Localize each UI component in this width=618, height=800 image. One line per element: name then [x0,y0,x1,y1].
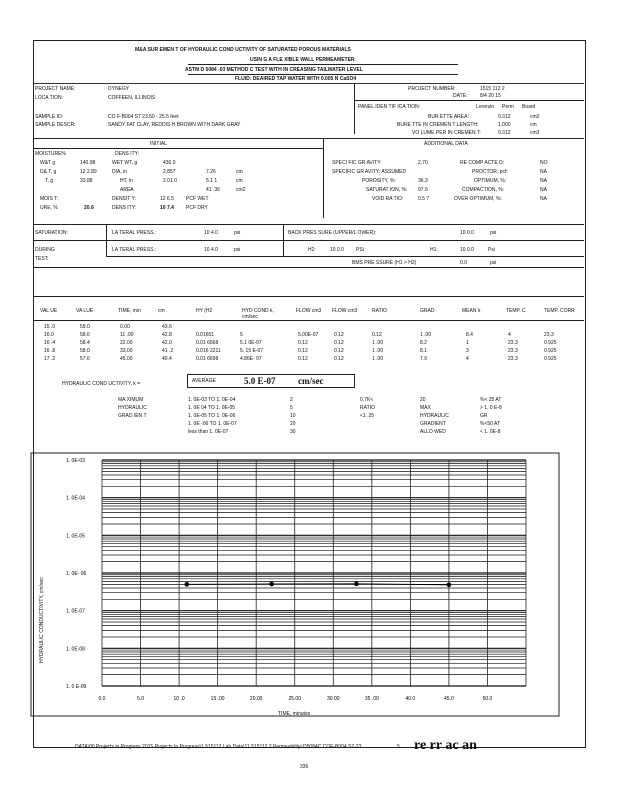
table-cell: 11 .00 [120,332,134,338]
table-cell: 8.1 [420,348,427,354]
during-lateral-value: 10 4.0 [204,247,218,253]
table-cell: 0.925 [544,356,557,362]
saturation-label: SATURATION: [35,230,68,236]
footer-page: 5 [397,744,400,750]
table-header: HYD COND k, cm/sec [242,308,274,320]
moisture-pct-value: 20.6 [84,205,94,211]
report-method: ASTM D 5084 -03 METHOD C TEST WITH IN CREASING TAILWATER LEVEL [185,67,363,73]
additional-label: SPECIFIC GR AVITY: ASSUMED [332,169,407,175]
table-header: TEMP. CORR [544,308,575,314]
criteria-cell: < 1. 0E-8 [480,429,501,435]
burette-length-value: 1.000 [498,122,511,128]
h2-unit: PSi [356,247,364,253]
additional-value: 2.70 [418,160,428,166]
bms-pressure-value: 0.0 [460,260,467,266]
data-point [447,583,452,588]
data-point [269,582,274,587]
criteria-cell: 30 [290,429,296,435]
initial-heading: INITIAL [150,141,167,147]
table-cell: 40.4 [162,356,172,362]
table-header: TIME, min [118,308,141,314]
report-fluid: FLUID: DEAIRED TAP WATER WITH 0.005 N CaSO4 [235,76,357,82]
table-header: FLOW cm3 [296,308,322,314]
x-tick-label: 5.0 [137,696,145,702]
date-value: 8/4 20 15 [480,93,501,99]
burette-area-unit: cm2 [530,114,540,120]
back-pressure-unit: psi [490,230,497,236]
additional-value: 0.5 7 [418,196,430,202]
h2-value: 10 0.0 [330,247,344,253]
initial-value: 41 .36 [206,187,220,193]
data-point [185,582,190,587]
y-tick-label: 1. 0E- 06 [66,571,87,577]
density-label: DENS ITY: [115,151,140,157]
table-cell: 0.12 [298,348,308,354]
table-cell: 1 .00 [372,356,384,362]
volume-value: 0.312 [498,130,511,136]
additional-label: SPECI FIC GR AVITY: [332,160,382,166]
table-cell: 42.0 [162,340,172,346]
criteria-cell: 10 [290,413,296,419]
average-value: 5.0 E-07 [244,376,276,386]
table-cell: 17 .2 [44,356,56,362]
criteria-cell: less than 1. 0E-07 [188,429,229,435]
panel-id-label: PANEL IDEN TIF ICA TION: [358,104,421,110]
table-cell: 41 .2 [162,348,174,354]
criteria-cell: MAX [420,405,431,411]
table-cell: 16 .8 [44,348,56,354]
additional-label: SATURAT ION, %: [366,187,408,193]
table-cell: 58.0 [80,348,90,354]
table-cell: 0.925 [544,348,557,354]
initial-label: HT, in [120,178,133,184]
table-header: FLOW cm3 [332,308,358,314]
moist-t-label: MOIS T: [40,196,58,202]
during-label: DURING [35,247,55,253]
criteria-cell: <1 .25 [360,413,375,419]
additional-value: NA [540,187,547,193]
additional-label: RE COMP ACTE D: [460,160,505,166]
initial-value: 2.01 0 [163,178,177,184]
date-label: DATE: [453,93,468,99]
initial-unit: cm [236,169,243,175]
table-cell: 59.0 [80,324,90,330]
h1-label: H1: [430,247,438,253]
additional-label: OPTIMUM, %: [474,178,507,184]
table-cell: 4.86E- 07 [240,356,262,362]
table-cell: 43.6 [162,324,172,330]
table-header: VA LUE [76,308,94,314]
x-tick-label: 45.0 [444,696,454,702]
x-tick-label: 40.0 [405,696,416,702]
table-cell: 23.3 [508,348,518,354]
density-dry-label: DENS ITY: [112,205,137,211]
criteria-cell: %< 25 AT [480,397,502,403]
table-cell: 4 [466,356,469,362]
initial-value: 33.88 [80,178,93,184]
initial-label: T, g [45,178,54,184]
table-cell: 1 .00 [420,332,432,338]
x-tick-label: 30.00 [327,696,340,702]
table-header: VAL UE [40,308,58,314]
header-divider [33,83,584,84]
burette-area-label: BUR ETTE AREA: [428,114,469,120]
criteria-cell: 0.7K< [360,397,374,403]
criteria-cell: RATIO [360,405,375,411]
saturation-lateral-unit: psi [234,230,241,236]
additional-heading: ADDITIONAL DATA [424,141,468,147]
y-tick-label: 1. 0E-05 [66,533,85,540]
sample-desc-label: SAMPLE DESCR: [35,122,76,128]
moisture-pct-label: URE, % [40,205,58,211]
y-tick-label: 1. 0E-08 [66,646,85,653]
table-cell: 45.00 [120,356,133,362]
burette-length-unit: cm [530,122,537,128]
criteria-cell: 1. 0E-03 TO 1. 0E-04 [188,397,236,403]
additional-label: PROCTOR, pcf: [472,169,508,175]
initial-value: 12 2.89 [80,169,97,175]
additional-value: 97.6 [418,187,428,193]
volume-unit: cm3 [530,130,540,136]
additional-value: NO [540,160,548,166]
table-cell: 16.0 [44,332,54,338]
table-cell: 0.925 [544,340,557,346]
table-cell: 33.00 [120,348,133,354]
initial-value: 436.0 [163,160,176,166]
h2-label: H2: [308,247,316,253]
project-number-value: 1515 112 2 [480,86,505,92]
table-cell: 0.12 [298,356,308,362]
sample-id-label: SAMPLE ID: [35,114,64,120]
panel-id-2: Perm [502,104,514,110]
initial-value: 140.98 [80,160,96,166]
table-cell: 42.8 [162,332,172,338]
density-wet-label: DENSIT Y: [112,196,136,202]
additional-label: COMPACTION, %: [462,187,505,193]
during-lateral-label: LA TERAL PRESS.: [112,247,157,253]
table-cell: 8.4 [466,332,473,338]
chart-y-title: HYDRAULIC CONDUCTIVITY, cm/sec [39,577,45,663]
initial-label: AREA [120,187,134,193]
project-name-label: PROJECT NAME: [35,86,76,92]
table-cell: 5.1 0E-07 [240,340,262,346]
initial-label: DIA, in [112,169,128,175]
initial-label: W&T g [40,160,56,166]
criteria-cell: 20 [290,421,296,427]
h1-unit: Psi [488,247,495,253]
chart-x-title: TIME, minutes [278,711,311,717]
footer-file-path: DATA\00 Projects in Progress 2015 Projects In Progress\1 515112 Lab Data\11 515112 2 Permeabilityi D5084C COF-B004 S7-23. [75,744,363,750]
h1-value: 10 0.0 [460,247,474,253]
initial-label: WET WT, g [112,160,138,166]
footer-signature: re rr ac an [414,738,477,753]
data-point [354,582,359,587]
table-cell: 5. 15 E-07 [240,348,264,354]
table-header: TEMP. C [506,308,526,314]
project-number-label: PROJECT NUMBER: [408,86,456,92]
burette-length-label: BURE TTE IN CREMEN T LENGTH: [397,122,479,128]
x-tick-label: 35 .00 [364,696,379,702]
saturation-lateral-value: 10 4.0 [204,230,218,236]
table-cell: 0.12 [298,340,308,346]
table-cell: 0.01 6698 [196,356,219,362]
x-tick-label: 50.0 [482,696,493,702]
volume-label: VO LUME PER IN CREMEN T: [412,130,481,136]
panel-id-3: Board [522,104,536,110]
table-header: RATIO [372,308,387,314]
hydraulic-conductivity-chart [30,452,560,717]
table-cell: 0.016 2211 [196,348,221,354]
additional-value: 36.3 [418,178,428,184]
table-cell: 23.3 [508,340,518,346]
table-header: HY (H2 [196,308,213,314]
table-cell: 22.00 [120,340,133,346]
x-tick-label: 20.00 [249,696,263,702]
additional-label: OVER OPTIMUM, %: [454,196,502,202]
average-label: AVERAGE [192,378,216,384]
y-tick-label: 1. 0E-03 [66,458,85,464]
criteria-cell: ALLO WED [420,429,446,435]
density-wet-value: 12 6.5 [160,196,174,202]
criteria-cell: 1. 0E 04 TO 1. 0E-05 [188,405,236,411]
table-cell: 0.12 [372,332,382,338]
criteria-cell: %<50 AT [480,421,501,427]
criteria-cell: GR [480,413,488,419]
report-title: M&A SUR EMEN T OF HYDRAULIC COND UCTIVITY OF SATURATED POROUS MATERIALS [135,47,351,53]
criteria-cell: GRADIENT [420,421,446,427]
table-cell: 16 .4 [44,340,56,346]
additional-value: NA [540,169,547,175]
additional-label: POROSITY, %: [362,178,396,184]
y-tick-label: 1. 0E-04 [66,495,85,502]
y-tick-label: 1. 0 E-09 [66,684,87,690]
criteria-cell: 5 [290,405,293,411]
bms-pressure-unit: psi [490,260,497,266]
table-cell: 0.01651 [196,332,215,338]
table-header: MEAN k [462,308,481,314]
x-tick-label: 25.00 [288,696,301,702]
bms-pressure-label: BMS PRE SSURE (H1 > H2) [352,260,417,266]
initial-unit: cm2 [236,187,246,193]
table-cell: 1 .00 [372,340,384,346]
criteria-cell: 1. 0E -06 TO 1. 0E-07 [188,421,237,427]
location-value: COFFEEN, ILLINOIS [108,95,156,101]
table-cell: 1 .00 [372,348,384,354]
criteria-cell: 2 [290,397,293,403]
x-tick-label: 10 .0 [173,696,185,702]
table-header: GRAD [420,308,435,314]
density-dry-value: 10 7.4 [160,205,174,211]
location-label: LOCA TION: [35,95,63,101]
criteria-cell: HYDRAULIC [420,413,449,419]
criteria-cell: 20 [420,397,426,403]
table-header: cm [158,308,165,314]
density-wet-unit: PCF WET [186,196,209,202]
initial-value: 7.26 [206,169,216,175]
criteria-cell: MA XIMUM [118,397,144,403]
table-cell: 5.00E-07 [298,332,319,338]
table-cell: 0.12 [334,340,344,346]
table-cell: 0.12 [334,348,344,354]
table-cell: 23.3 [508,356,518,362]
back-pressure-value: 10 0.0 [460,230,474,236]
table-cell: 0.00 [120,324,130,330]
moisture-label: MOISTURE% [35,151,66,157]
criteria-cell: GRAD IEN T [118,413,147,419]
criteria-cell: HYDRAULIC [118,405,147,411]
x-tick-label: 0.0 [98,696,106,702]
panel-id-1: Lorenzo [476,104,495,110]
during-lateral-unit: psi [234,247,241,253]
footer-page-number: 336 [300,764,309,770]
table-cell: 5 [240,332,243,338]
saturation-lateral-label: LA TERAL PRESS.: [112,230,157,236]
table-cell: 0.12 [334,356,344,362]
burette-area-value: 0.312 [498,114,511,120]
initial-value: 2.857 [163,169,176,175]
average-unit: cm/sec [298,376,324,386]
x-tick-label: 15 .00 [210,696,225,702]
hydraulic-conductivity-label: HYDRAULIC COND UCTIVITY, k = [62,381,141,387]
additional-value: NA [540,178,547,184]
sample-id-value: CO F-B004 S7 23.50 - 25.5 feet [108,114,179,120]
test-label: TEST: [35,256,49,262]
table-cell: 58.4 [80,340,90,346]
table-cell: 8.2 [420,340,427,346]
table-cell: 57.6 [80,356,90,362]
additional-value: NA [540,196,547,202]
initial-unit: cm [236,178,243,184]
y-tick-label: 1. 0E-07 [66,608,85,615]
criteria-cell: > 1. 0 E-8 [480,405,502,411]
table-cell: 4 [508,332,511,338]
initial-label: D& T, g [40,169,57,175]
table-cell: 15 .0 [44,324,56,330]
table-cell: 58.6 [80,332,90,338]
back-pressure-label: BACK PRES SURE (UPPER/L OWER): [288,230,377,236]
table-cell: 0.12 [334,332,344,338]
additional-label: VOID RA TIO: [372,196,404,202]
table-cell: 23.3 [544,332,554,338]
table-cell: 7.9 [420,356,427,362]
project-name-value: DYNEGY [108,86,130,92]
density-dry-unit: PCF DRY [186,205,208,211]
report-subtitle: USIN G A FLE XIBLE WALL PERMEAMETER [250,57,355,63]
table-cell: 0.01 6668 [196,340,219,346]
table-cell: 3 [466,348,469,354]
table-cell: 1 [466,340,469,346]
sample-desc-value: SANDY FAT CLAY, REDDIS H BROWN WITH DARK GRAY [108,122,241,128]
criteria-cell: 1. 0E-05 TO 1. 0E-06 [188,413,236,419]
initial-value: 5.1 1 [206,178,218,184]
